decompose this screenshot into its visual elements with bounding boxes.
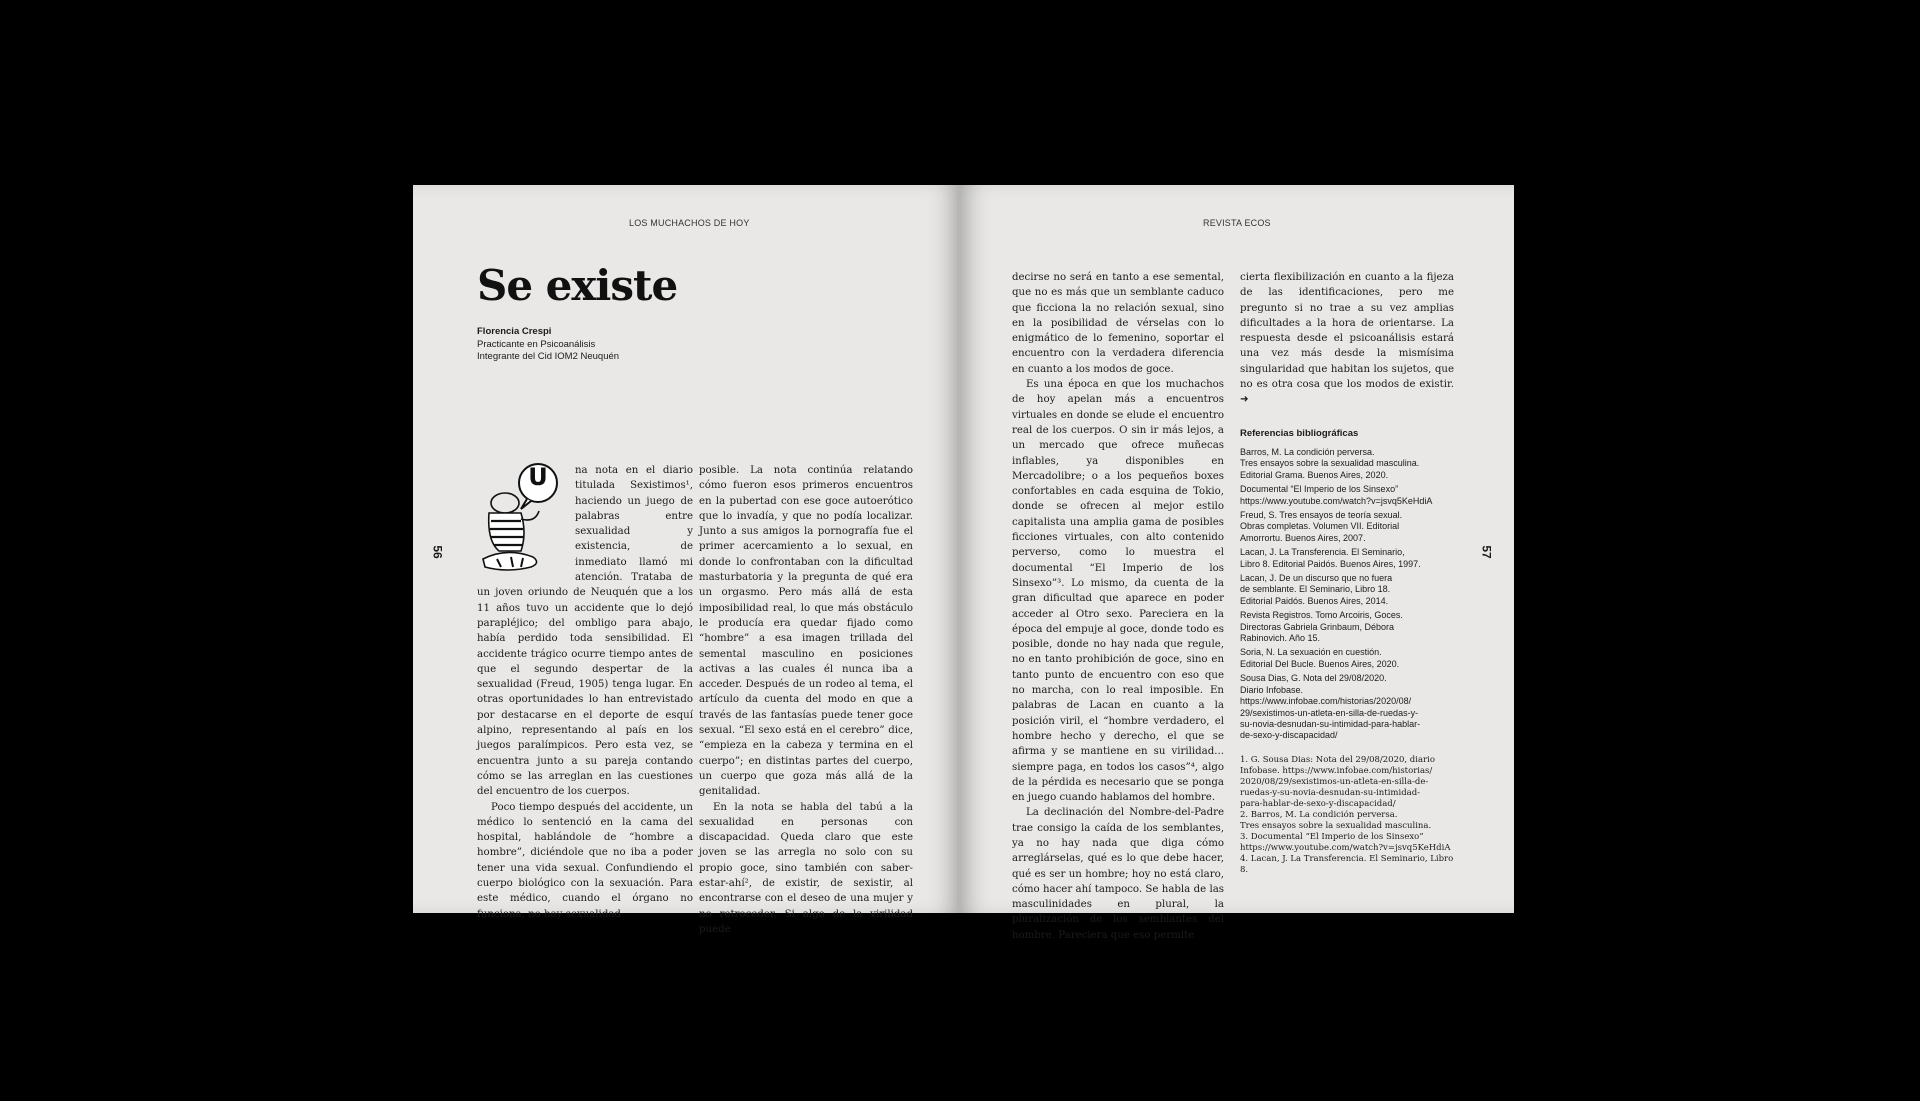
references-list xyxy=(1240,447,1454,742)
paragraph: La declinación del Nombre-del-Padre trae consigo la caída de los semblantes, ya no hay nada que diga cómo arreglárselas, qué es lo que debe hacer, qué es ser un hombre; hoy no está claro, cómo hacer ahí tampoco. Se habla de las masculinidades en plural, la pluralización de los semblantes del hombre. Pareciera que eso permite xyxy=(1012,807,1224,941)
reference-item: Freud, S. Tres ensayos de teoría sexual. Obras completas. Volumen VII. Editorial Amorrortu. Buenos Aires, 2007. xyxy=(1240,510,1403,543)
paragraph: posible. La nota continúa relatando cómo fueron esos primeros encuentros en la pubertad con ese goce autoerótico que lo invadía, y que no podía localizar. Junto a sus amigos la pornografía fue el primer acercamiento a lo sexual, en donde lo confrontaban con la dificultad masturbatoria y la pregunta de qué era un orgasmo. Pero más allá de esta imposibilidad real, lo que más obstáculo le producía era quedar fijado como “hombre” a esa imagen trillada del semental masculino en posiciones activas a las cuales él nunca iba a acceder. Después de un rodeo al tema, el artículo da cuenta del modo en que a través de las fantasías puede tener goce sexual. “El sexo está en el cerebro” dice, “empieza en la cabeza y termina en el cuerpo”; en distintas partes del cuerpo, un cuerpo que goza más allá de la genitalidad. xyxy=(699,465,913,798)
text-column-3 xyxy=(1012,270,1224,943)
reference-item: Barros, M. La condición perversa. Tres ensayos sobre la sexualidad masculina. Editorial Grama. Buenos Aires, 2020. xyxy=(1240,446,1420,480)
references-heading: Referencias bibliográficas xyxy=(1240,427,1359,439)
reference-item: Lacan, J. De un discurso que no fuera de semblante. El Seminario, Libro 18. Editorial Paidós. Buenos Aires, 2014. xyxy=(1240,573,1393,606)
footnote: 2. Barros, M. La condición perversa. Tres ensayos sobre la sexualidad masculina. xyxy=(1240,810,1432,831)
reference-item: Revista Registros. Tomo Arcoiris, Goces. Directoras Gabriela Grinbaum, Débora Rabinovich. Año 15. xyxy=(1240,610,1403,644)
paragraph: Es una época en que los muchachos de hoy apelan más a encuentros virtuales en donde se elude el encuentro real de los cuerpos. O sin ir más lejos, a un mercado que ofrece muñecas inflables, ya disponibles en Mercadolibre; o a los pequeños boxes confortables en cada esquina de Tokio, donde se ofrecen al mejor estilo capitalista una amplia gama de posibles ficciones virtuales, con alto contenido perverso, como lo muestra el documental “El Imperio de los Sinsexo”³. Lo mismo, da cuenta de la gran dificultad que aparece en poder acceder al Otro sexo. Pareciera en la época del empuje al goce, donde todo es posible, donde no hay nada que regule, no en tanto prohibición de goce, sino en tanto punto de encuentro con eso que no marcha, con lo real imposible. En palabras de Lacan en cuanto a la posición viril, el “hombre verdadero, el hombre hecho y derecho, el que se afirma y se mantiene en su virilidad... siempre paga, en todos los casos”⁴, algo de la pérdida es necesario que se ponga en juego cuando hablamos del hombre. xyxy=(1012,379,1224,804)
footnote: 3. Documental “El Imperio de los Sinsexo” https://www.youtube.com/watch?v=jsvq5KeHdiA xyxy=(1240,832,1451,853)
reference-item: Soria, N. La sexuación en cuestión. Editorial Del Bucle. Buenos Aires, 2020. xyxy=(1240,647,1400,669)
byline xyxy=(477,326,619,364)
text-column-1 xyxy=(477,463,693,922)
dropcap-letter: U xyxy=(528,463,548,491)
text-column-4 xyxy=(1240,270,1454,745)
reference-item: Sousa Dias, G. Nota del 29/08/2020. Diario Infobase. https://www.infobae.com/historias/2020/08/ 29/sexistimos-un-atleta-en-silla-de-ruedas-y- su-novia-desnudan-su-intimidad-para-hablar- de-sexo-y-discapacidad/ xyxy=(1240,673,1421,741)
author-name: Florencia Crespi xyxy=(477,326,552,337)
paragraph: decirse no será en tanto a ese semental, que no es más que un semblante caduco que ficciona la no relación sexual, sino en la posibilidad de vérselas con lo enigmático de lo femenino, soportar el encuentro con la verdadera diferencia en cuanto a los modos de goce. xyxy=(1012,272,1224,375)
magazine-spread xyxy=(413,185,1514,941)
dropcap-illustration xyxy=(477,463,569,571)
left-page xyxy=(413,185,959,935)
reference-item: Documental “El Imperio de los Sinsexo” https://www.youtube.com/watch?v=jsvq5KeHdiA xyxy=(1240,484,1433,506)
text-column-2 xyxy=(699,463,913,937)
reference-item: Lacan, J. La Transferencia. El Seminario, Libro 8. Editorial Paidós. Buenos Aires, 1997. xyxy=(1240,547,1421,569)
paragraph xyxy=(1240,270,1454,408)
page-number: 56 xyxy=(430,545,445,559)
end-mark-icon: ➜ xyxy=(1240,394,1249,406)
footnotes xyxy=(1240,755,1454,876)
article-title: Se existe xyxy=(477,261,678,310)
paragraph: Poco tiempo después del accidente, un médico lo sentenció en la cama del hospital, hablándole de “hombre a hombre”, diciéndole que no iba a poder tener una vida sexual. Confundiendo el cuerpo biológico con la sexuación. Para este médico, cuando el órgano no funciona, no hay sexualidad xyxy=(477,801,693,920)
page-number: 57 xyxy=(1479,545,1494,559)
footnote: 4. Lacan, J. La Transferencia. El Seminario, Libro 8. xyxy=(1240,854,1454,875)
footnote: 1. G. Sousa Dias: Nota del 29/08/2020, diario Infobase. https://www.infobae.com/historias/ 2020/08/29/sexistimos-un-atleta-en-silla-de- ruedas-y-su-novia-desnudan-su-intimidad- para-hablar-de-sexo-y-discapacidad/ xyxy=(1240,755,1435,809)
paragraph: En la nota se habla del tabú a la sexualidad en personas con discapacidad. Queda claro que este joven se las arregla no solo con su propio goce, sino también con saber-estar-ahí², de existir, de sexistir, al encontrarse con el deseo de una mujer y no retroceder. Si algo de la virilidad puede xyxy=(699,801,913,935)
paragraph-text: cierta flexibilización en cuanto a la fijeza de las identificaciones, pero me pregunto si no trae a su vez amplias dificultades a la hora de orientarse. La respuesta desde el psicoanálisis estará una vez más desde la mismísima singularidad que habitan los sujetos, que no es otra cosa que los modos de existir. xyxy=(1240,272,1454,391)
author-affiliation: Practicante en Psicoanálisis xyxy=(477,338,596,350)
paragraph: na nota en el diario titulada Sexistimos¹, haciendo un juego de palabras entre sexualidad y existencia, de inmediato llamó mi atención. Trataba de un joven oriundo de Neuquén que a los 11 años tuvo un accidente que lo dejó parapléjico; del ombligo para abajo, había perdido toda sensibilidad. El accidente trágico ocurre tiempo antes de que el segundo despertar de la sexualidad (Freud, 1905) tenga lugar. En otras oportunidades lo han entrevistado por destacarse en el deporte de esquí alpino, representando al país en los juegos paralímpicos. Pero esta vez, se encuentra junto a su pareja contando cómo se las arreglan en las cuestiones del encuentro de los cuerpos. xyxy=(477,465,693,798)
author-affiliation: Integrante del Cid IOM2 Neuquén xyxy=(477,351,620,362)
running-head: REVISTA ECOS xyxy=(1203,218,1271,228)
running-head: LOS MUCHACHOS DE HOY xyxy=(629,218,750,228)
right-page xyxy=(960,185,1514,941)
